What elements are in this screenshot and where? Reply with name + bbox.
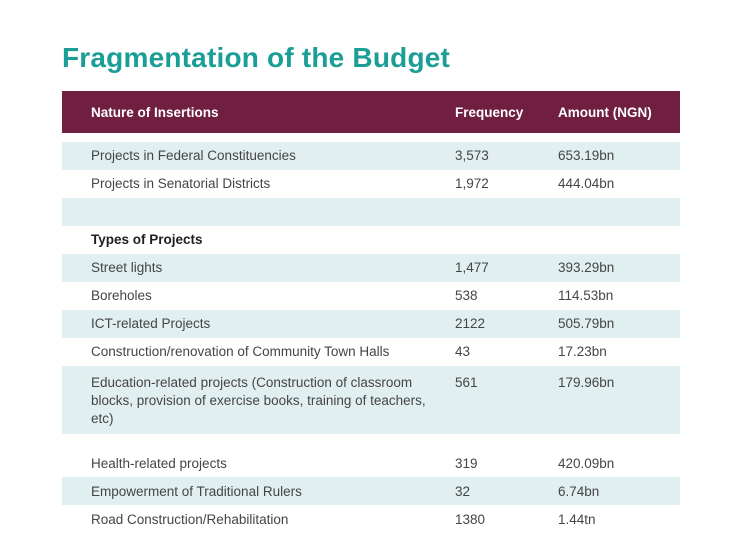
table-row — [62, 505, 680, 533]
cell-frequency: 1,477 — [455, 260, 489, 276]
cell-nature: Types of Projects — [91, 232, 203, 248]
column-header-frequency: Frequency — [455, 104, 524, 120]
column-header-nature-of-insertions: Nature of Insertions — [91, 104, 219, 120]
table-row — [62, 338, 680, 366]
cell-nature: Projects in Federal Constituencies — [91, 148, 296, 164]
table-row — [62, 142, 680, 170]
table-spacer-row — [62, 434, 680, 449]
table-row — [62, 310, 680, 338]
cell-amount: 420.09bn — [558, 455, 615, 471]
cell-amount: 179.96bn — [558, 375, 615, 390]
table-row — [62, 477, 680, 505]
cell-nature: Empowerment of Traditional Rulers — [91, 483, 302, 499]
cell-nature: Health-related projects — [91, 455, 227, 471]
cell-amount: 6.74bn — [558, 483, 600, 499]
table-body — [62, 142, 680, 533]
cell-amount: 444.04bn — [558, 176, 615, 192]
cell-amount: 1.44tn — [558, 511, 596, 527]
cell-nature: Street lights — [91, 260, 163, 276]
cell-amount: 505.79bn — [558, 316, 615, 332]
cell-amount: 653.19bn — [558, 148, 615, 164]
table-row — [62, 449, 680, 477]
cell-frequency: 319 — [455, 455, 478, 471]
cell-nature: Construction/renovation of Community Town Halls — [91, 344, 390, 360]
cell-amount: 393.29bn — [558, 260, 615, 276]
cell-frequency: 538 — [455, 288, 478, 304]
column-header-amount: Amount (NGN) — [558, 104, 652, 120]
cell-frequency: 3,573 — [455, 148, 489, 164]
table-section-row — [62, 226, 680, 254]
budget-table — [62, 91, 680, 533]
cell-amount: 114.53bn — [558, 288, 614, 304]
table-row — [62, 254, 680, 282]
cell-frequency: 1,972 — [455, 176, 489, 192]
cell-frequency: 32 — [455, 483, 471, 499]
cell-frequency: 1380 — [455, 511, 486, 527]
page-title: Fragmentation of the Budget — [62, 42, 451, 73]
table-header-row — [62, 91, 680, 133]
cell-nature: ICT-related Projects — [91, 316, 211, 332]
cell-amount: 17.23bn — [558, 344, 607, 360]
cell-nature: Road Construction/Rehabilitation — [91, 511, 289, 527]
table-row — [62, 366, 680, 434]
cell-frequency: 2122 — [455, 316, 486, 332]
table-row — [62, 282, 680, 310]
cell-nature: Education-related projects (Construction of classroom blocks, provision of exercise books, training of teachers, etc) — [91, 375, 426, 426]
cell-frequency: 43 — [455, 344, 471, 360]
cell-nature: Boreholes — [91, 288, 152, 304]
table-spacer-row — [62, 198, 680, 226]
cell-nature: Projects in Senatorial Districts — [91, 176, 271, 192]
cell-frequency: 561 — [455, 375, 478, 390]
table-row — [62, 170, 680, 198]
